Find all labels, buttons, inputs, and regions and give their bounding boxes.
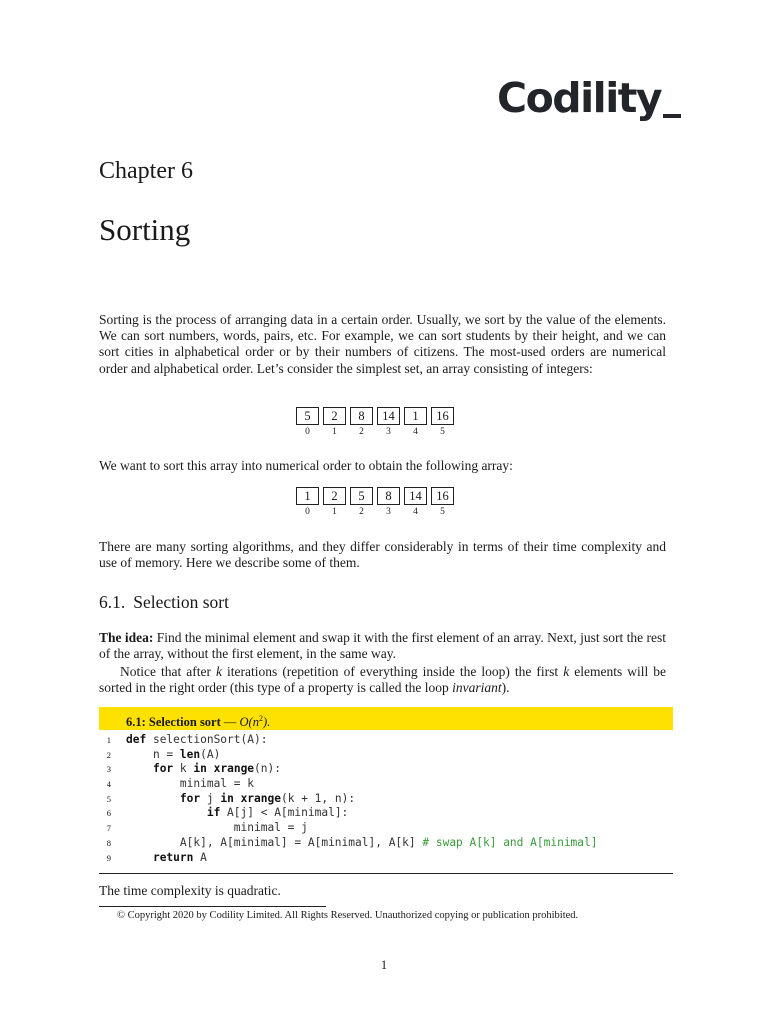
code-line	[99, 733, 673, 748]
code-text	[126, 836, 598, 851]
code-keyword: in	[220, 791, 234, 805]
array-cell: 2	[323, 407, 346, 425]
notice-term: invariant	[452, 680, 502, 696]
array-cell: 8	[350, 407, 373, 425]
code-keyword: len	[179, 747, 201, 761]
code-keyword: xrange	[213, 762, 255, 776]
line-number: 6	[106, 808, 111, 819]
notice-text-4: ).	[501, 680, 510, 696]
code-token: k	[173, 762, 194, 776]
listing-caption	[126, 707, 270, 734]
code-token	[207, 762, 214, 775]
notice-paragraph	[99, 664, 666, 696]
code-keyword: def	[126, 733, 147, 746]
code-token: (k + 1, n):	[280, 791, 356, 805]
listing-header	[99, 707, 673, 730]
logo-underscore	[663, 114, 681, 118]
line-number: 7	[106, 823, 111, 834]
code-text	[126, 851, 207, 866]
idea-text: Find the minimal element and swap it with the first element of an array. Next, just sort the rest of the array, without the first element, in the same way.	[99, 630, 666, 662]
array-index: 5	[440, 507, 445, 517]
code-line	[99, 777, 673, 792]
code-line	[99, 762, 673, 777]
code-token: (A)	[200, 747, 221, 761]
array-index: 1	[332, 427, 337, 437]
code-listing	[99, 733, 673, 865]
code-text	[126, 762, 281, 777]
section-number: 6.1.	[99, 592, 126, 612]
array-cell: 5	[296, 407, 319, 425]
array-index: 5	[440, 427, 445, 437]
array-index: 3	[386, 427, 391, 437]
line-number: 3	[106, 764, 111, 775]
line-number: 8	[106, 837, 111, 848]
chapter-label: Chapter 6	[99, 158, 193, 184]
code-token: minimal = k	[179, 777, 254, 791]
line-number: 2	[106, 749, 111, 760]
array-unsorted	[296, 407, 454, 437]
array-cell: 16	[431, 407, 454, 425]
line-number: 4	[106, 779, 111, 790]
array-index: 2	[359, 507, 364, 517]
code-token: j	[200, 791, 221, 805]
array-index: 4	[413, 427, 418, 437]
chapter-title: Sorting	[99, 212, 191, 247]
code-line	[99, 806, 673, 821]
notice-text-2: iterations (repetition of everything inside the loop) the first	[222, 664, 564, 679]
code-text	[126, 777, 254, 792]
code-comment: # swap A[k] and A[minimal]	[422, 835, 598, 849]
array-cell: 14	[404, 487, 427, 505]
code-keyword: if	[206, 806, 221, 820]
line-number: 1	[106, 735, 111, 745]
complexity-sentence: The time complexity is quadratic.	[99, 883, 281, 898]
codility-logo	[497, 74, 681, 122]
array-sorted	[296, 487, 454, 517]
code-line	[99, 792, 673, 807]
array-cell: 1	[404, 407, 427, 425]
line-number: 9	[106, 852, 111, 863]
code-token: A[k], A[minimal] = A[minimal], A[k]	[179, 835, 423, 849]
notice-text-3: elements will be sorted in the right order (this type of a property is called the loop	[99, 664, 666, 696]
logo-text: Codility	[497, 74, 662, 122]
section-title: Selection sort	[133, 592, 229, 612]
array-index: 0	[305, 507, 310, 517]
code-keyword: return	[152, 850, 194, 864]
code-token: (n):	[254, 762, 281, 776]
code-line	[99, 836, 673, 851]
code-keyword: in	[193, 762, 207, 776]
array-index: 0	[305, 427, 310, 437]
code-token: n =	[152, 747, 180, 761]
listing-complexity: O(n	[239, 715, 259, 730]
code-token	[234, 792, 241, 805]
listing-bottom-rule	[99, 873, 673, 874]
array-index: 3	[386, 507, 391, 517]
code-line	[99, 748, 673, 763]
listing-complexity-exp: 2	[258, 714, 263, 723]
notice-var-k1: k	[216, 664, 223, 679]
line-number: 5	[106, 793, 111, 804]
array-index: 2	[359, 427, 364, 437]
notice-text-1: Notice that after	[120, 664, 217, 679]
code-text	[126, 806, 348, 821]
intro-paragraph: Sorting is the process of arranging data in a certain order. Usually, we sort by the value of the elements. We can sort numbers, words, pairs, etc. For example, we can sort students by their height, and we can sort cities in alphabetical order or by their numbers of citizens. The most-used orders are numerical order and alphabetical order. Let’s consider the simplest set, an array consisting of integers:	[99, 312, 666, 376]
listing-dash: —	[220, 715, 240, 730]
code-text	[126, 792, 355, 807]
code-text	[126, 733, 267, 748]
array-index: 4	[413, 507, 418, 517]
listing-complexity-close: ).	[262, 715, 271, 730]
code-token: minimal = j	[233, 821, 308, 835]
code-line	[99, 821, 673, 836]
array-index: 1	[332, 507, 337, 517]
footnote-rule	[99, 906, 326, 907]
section-heading	[99, 592, 229, 613]
sort-sentence: We want to sort this array into numerical order to obtain the following array:	[99, 458, 513, 473]
array-cell: 2	[323, 487, 346, 505]
array-cell: 5	[350, 487, 373, 505]
code-text	[126, 748, 220, 763]
code-token: A	[193, 850, 207, 864]
idea-label: The idea:	[99, 630, 154, 645]
code-keyword: xrange	[240, 791, 281, 805]
algorithms-paragraph: There are many sorting algorithms, and they differ considerably in terms of their time complexity and use of memory. Here we describe some of them.	[99, 539, 666, 571]
copyright-footnote: © Copyright 2020 by Codility Limited. All Rights Reserved. Unauthorized copying or publication prohibited.	[117, 910, 579, 921]
code-token: A[j] < A[minimal]:	[220, 806, 349, 820]
array-cell: 14	[377, 407, 400, 425]
code-token: selectionSort(A):	[146, 733, 268, 746]
code-keyword: for	[179, 791, 201, 805]
array-cell: 1	[296, 487, 319, 505]
page-number: 1	[380, 958, 388, 972]
code-line	[99, 851, 673, 866]
listing-caption-text: 6.1: Selection sort	[126, 715, 221, 730]
array-cell: 8	[377, 487, 400, 505]
code-text	[126, 821, 308, 836]
array-cell: 16	[431, 487, 454, 505]
code-keyword: for	[152, 762, 174, 776]
idea-paragraph	[99, 630, 666, 662]
notice-var-k2: k	[563, 664, 570, 679]
